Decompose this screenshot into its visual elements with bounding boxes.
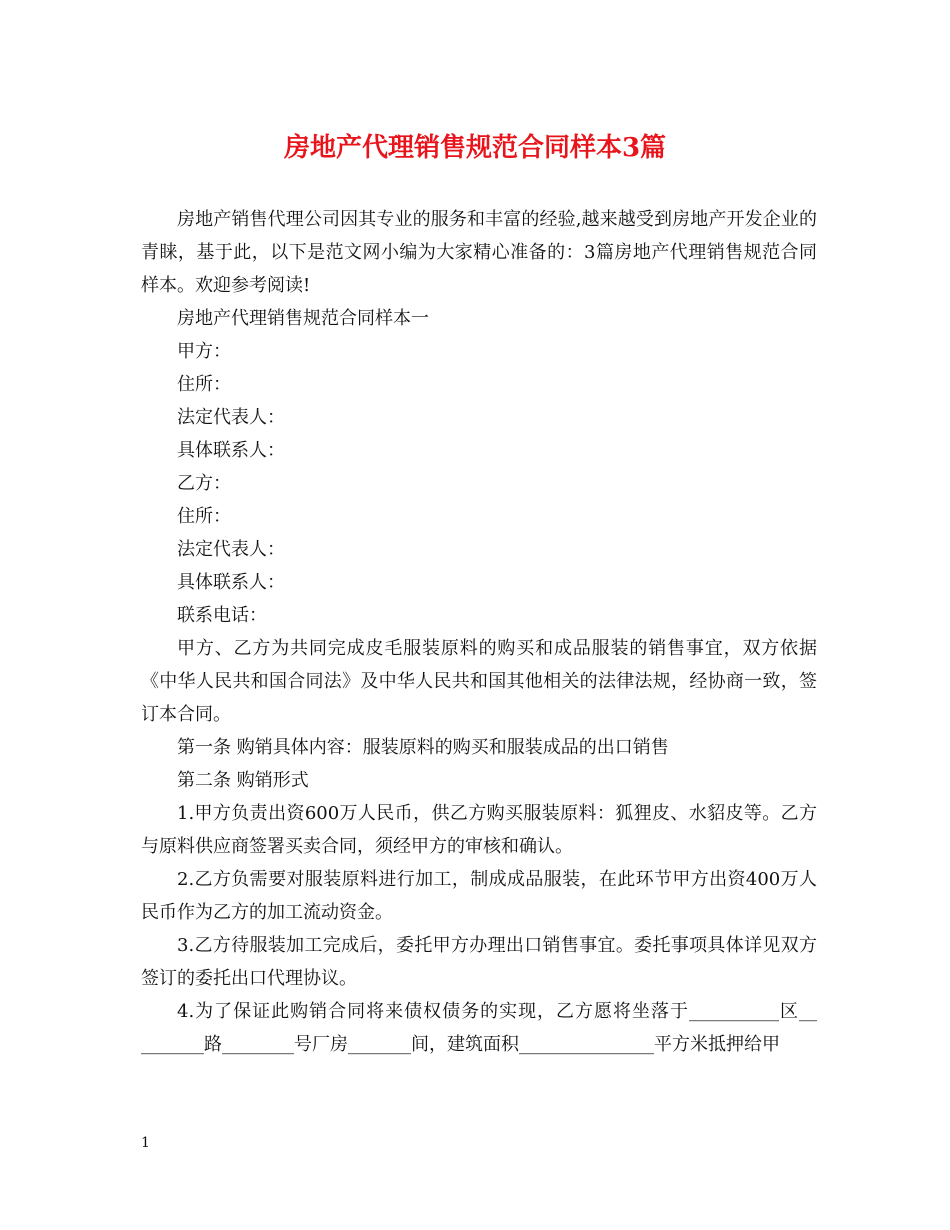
- party-b-representative-label: 法定代表人：: [177, 539, 285, 560]
- clause-2: 2.乙方负需要对服装原料进行加工，制成成品服装，在此环节甲方出资400万人民币作为乙方的加工流动资金。: [141, 869, 817, 923]
- contract-preamble: 甲方、乙方为共同完成皮毛服装原料的购买和成品服装的销售事宜，双方依据《中华人民共和国合同法》及中华人民共和国其他相关的法律法规，经协商一致，签订本合同。: [141, 638, 817, 725]
- phone-label: 联系电话：: [177, 605, 267, 626]
- document-title: 房地产代理销售规范合同样本3篇: [283, 133, 667, 163]
- party-b-label: 乙方：: [177, 473, 231, 494]
- document-body: [141, 203, 817, 1061]
- page-number: 1: [141, 1135, 150, 1151]
- party-a-representative-label: 法定代表人：: [177, 407, 285, 428]
- clause-3: 3.乙方待服装加工完成后，委托甲方办理出口销售事宜。委托事项具体详见双方签订的委托出口代理协议。: [141, 935, 817, 989]
- party-b-address-label: 住所：: [177, 506, 231, 527]
- party-b-contact-label: 具体联系人：: [177, 572, 285, 593]
- article-two-heading: 第二条 购销形式: [177, 770, 309, 791]
- intro-paragraph: 房地产销售代理公司因其专业的服务和丰富的经验,越来越受到房地产开发企业的青睐，基于此，以下是范文网小编为大家精心准备的：3篇房地产代理销售规范合同样本。欢迎参考阅读!: [141, 209, 817, 296]
- party-a-address-label: 住所：: [177, 374, 231, 395]
- article-one: 第一条 购销具体内容：服装原料的购买和服装成品的出口销售: [177, 737, 669, 758]
- clause-4: 4.为了保证此购销合同将来债权债务的实现，乙方愿将坐落于__________区__ _______路________号厂房_______间，建筑面积_______________平方米抵押给甲: [141, 1001, 817, 1055]
- section-heading: 房地产代理销售规范合同样本一: [177, 308, 429, 329]
- party-a-contact-label: 具体联系人：: [177, 440, 285, 461]
- party-a-label: 甲方：: [177, 341, 231, 362]
- clause-1: 1.甲方负责出资600万人民币，供乙方购买服装原料：狐狸皮、水貂皮等。乙方与原料供应商签署买卖合同，须经甲方的审核和确认。: [141, 803, 817, 857]
